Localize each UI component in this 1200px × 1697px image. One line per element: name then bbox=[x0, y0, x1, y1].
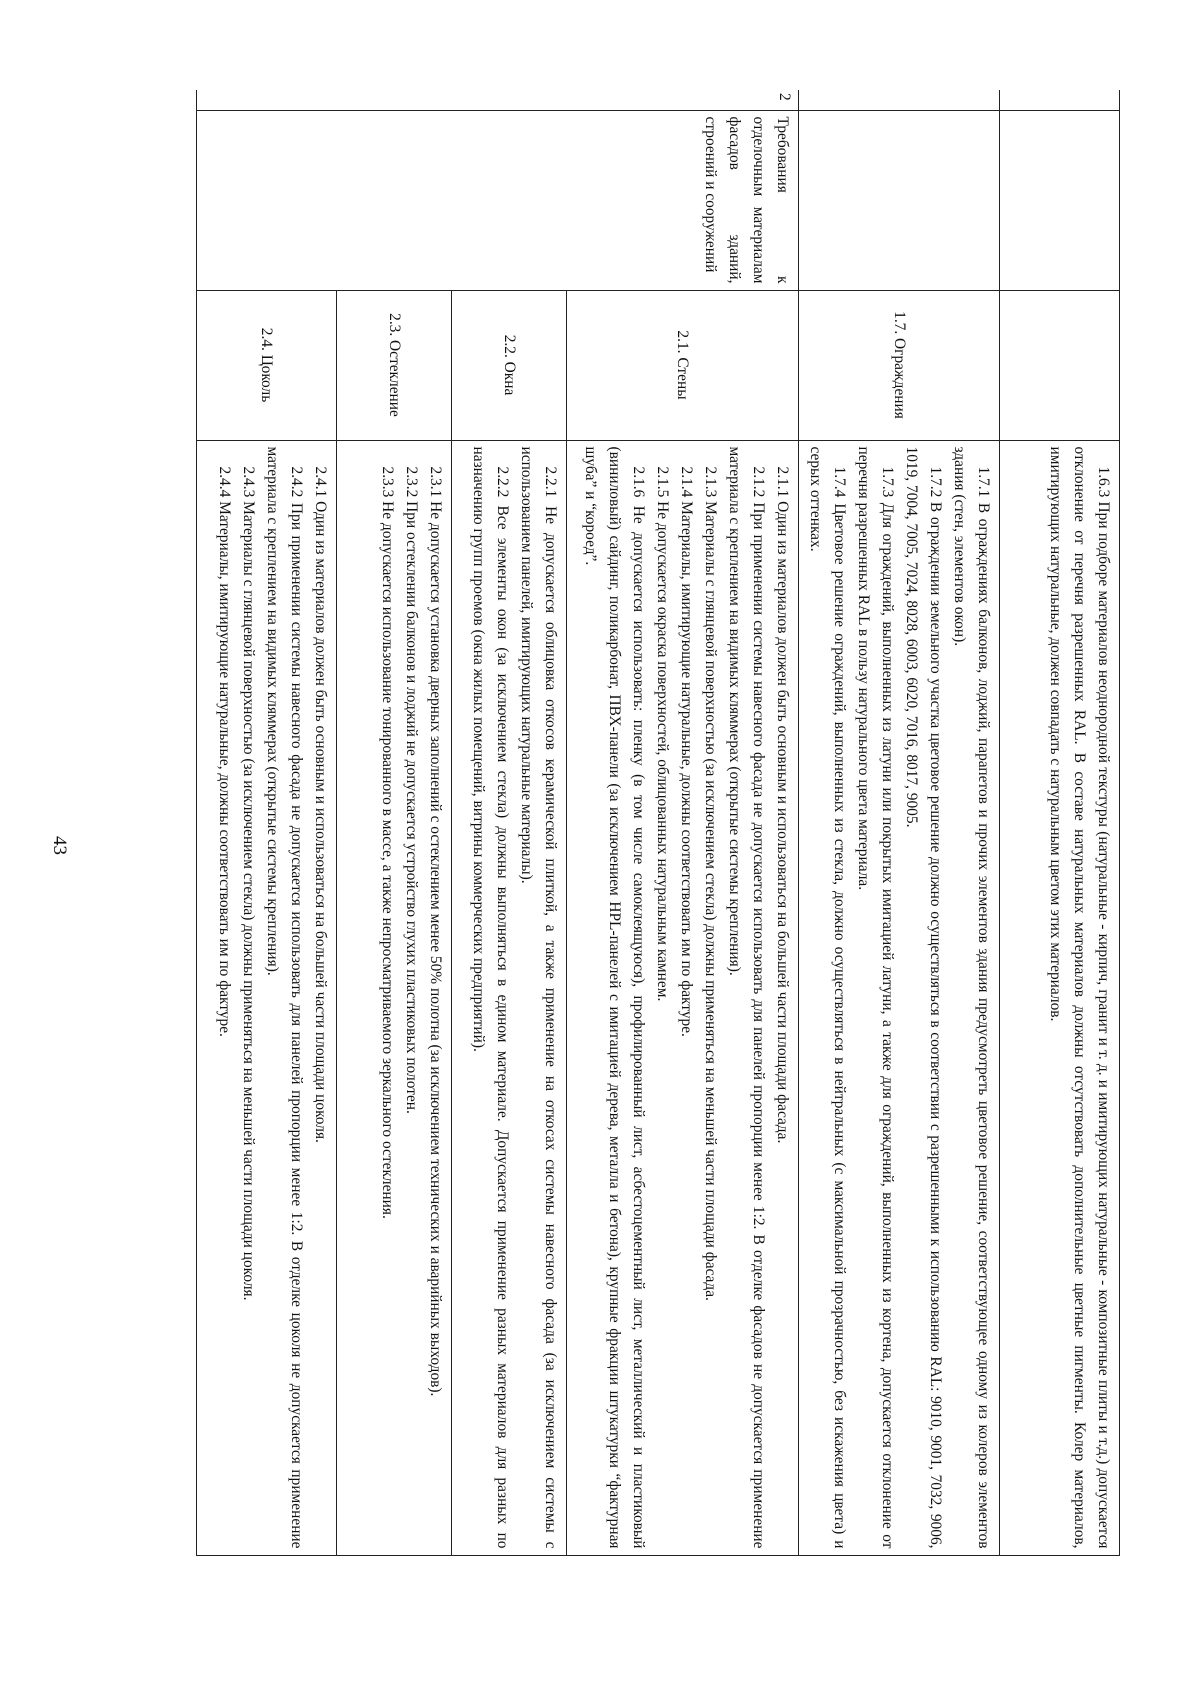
requirement-paragraph: 2.3.2 При остеклении балконов и лоджий не допускается устройство глухих пластиковых полотен. bbox=[403, 466, 420, 1114]
row-number-cell bbox=[1000, 90, 1120, 110]
table-row bbox=[799, 90, 1000, 1555]
requirement-paragraph: 2.1.2 При применении системы навесного фасада не допускается использовать для панелей пропорции менее 1:2. В отделке фасадов не допускается применение материала с креплением на видимых кляммерах (открытые системы крепления). bbox=[726, 446, 767, 1549]
table-row bbox=[1000, 90, 1120, 1555]
requirement-paragraph: 2.1.5 Не допускается окраска поверхностей, облицованных натуральным камнем. bbox=[654, 466, 671, 1002]
requirements-text-cell bbox=[567, 440, 799, 1555]
requirement-paragraph: 2.1.4 Материалы, имитирующие натуральные, должны соответствовать им по фактуре. bbox=[678, 466, 695, 1037]
table-row bbox=[452, 90, 567, 1555]
row-number-cell bbox=[337, 90, 452, 110]
requirement-paragraph: 2.1.3 Материалы с глянцевой поверхностью (за исключением стекла) должны применяться на меньшей части площади фасада. bbox=[702, 466, 719, 1301]
table-row bbox=[567, 90, 799, 1555]
requirement-paragraph: 2.3.3 Не допускается использование тонированного в массе, а также непросматриваемого зеркального остекления. bbox=[379, 466, 396, 1219]
requirement-paragraph: 2.4.1 Один из материалов должен быть основным и использоваться на большей части площади цоколя. bbox=[312, 466, 329, 1143]
requirements-table bbox=[196, 90, 1120, 1556]
requirement-paragraph: 2.4.2 При применении системы навесного фасада не допускается использовать для панелей пропорции менее 1:2. В отделке цоколя не допускается применение материала с креплением на видимых кляммерах (открытые системы крепления). bbox=[264, 446, 305, 1549]
requirement-paragraph: 1.7.1 В ограждениях балконов, лоджий, парапетов и прочих элементов здания предусмотреть цветовое решение, соответствующее одному из колеров элементов здания (стен, элементов окон). bbox=[951, 446, 992, 1549]
requirement-paragraph: 2.3.1 Не допускается установка дверных заполнений с остеклением менее 50% полотна (за исключением технических и аварийных выходов). bbox=[427, 466, 444, 1397]
subsection-cell bbox=[1000, 290, 1120, 440]
table-row bbox=[197, 90, 337, 1555]
section-cell bbox=[337, 110, 452, 290]
requirement-paragraph: 2.1.1 Один из материалов должен быть основным и использоваться на большей части площади фасада. bbox=[774, 466, 791, 1144]
subsection-cell: 2.4. Цоколь bbox=[197, 290, 337, 440]
rotated-page-content bbox=[160, 90, 1120, 1555]
requirement-paragraph: 2.2.1 Не допускается облицовка откосов керамической плиткой, а также применение на откосах системы навесного фасада (за исключением системы с использованием панелей, имитирующих натуральные материалы). bbox=[518, 446, 559, 1549]
section-cell bbox=[1000, 110, 1120, 290]
row-number-cell bbox=[799, 90, 1000, 110]
table-row bbox=[337, 90, 452, 1555]
requirement-paragraph: 1.6.3 При подборе материалов неоднородной текстуры (натуральные - кирпич, гранит и т. д. и имитирующих натуральные - композитные плиты и т.д.) допускается отклонение от перечня разрешенных RAL. В составе натуральных материалов должны отсутствовать дополнительные цветные пигменты. Колер материалов, имитирующих натуральные, должен совпадать с натуральным цветом этих материалов. bbox=[1047, 446, 1112, 1549]
requirement-paragraph: 2.2.2 Все элементы окон (за исключением стекла) должны выполняться в едином материале. Допускается применение разных материалов для разных по назначению групп проемов (окна жилых помещений, витрины коммерческих предприятий). bbox=[470, 446, 511, 1549]
requirements-table-body bbox=[197, 90, 1120, 1555]
requirement-paragraph: 1.7.4 Цветовое решение ограждений, выполненных из стекла, должно осуществляться в нейтральных (с максимальной прозрачностью, без искажения цвета) и серых оттенках. bbox=[807, 446, 848, 1549]
section-cell bbox=[197, 110, 337, 290]
row-number-cell: 2 bbox=[567, 90, 799, 110]
requirements-text-cell bbox=[337, 440, 452, 1555]
requirement-paragraph: 2.4.3 Материалы с глянцевой поверхностью (за исключением стекла) должны применяться на меньшей части площади цоколя. bbox=[240, 466, 257, 1301]
requirement-paragraph: 1.7.3 Для ограждений, выполненных из латуни или покрытых имитацией латуни, а также для ограждений, выполненных из кортена, допускается отклонение от перечня разрешенных RAL в пользу натурального цвета материала. bbox=[855, 446, 896, 1549]
requirement-paragraph: 2.4.4 Материалы, имитирующие натуральные, должны соответствовать им по фактуре. bbox=[216, 466, 233, 1037]
subsection-cell: 2.3. Остекление bbox=[337, 290, 452, 440]
section-cell: Требования к отделочным материалам фасадов зданий, строений и сооружений bbox=[567, 110, 799, 290]
row-number-cell bbox=[452, 90, 567, 110]
subsection-cell: 1.7. Ограждения bbox=[799, 290, 1000, 440]
requirements-text-cell bbox=[1000, 440, 1120, 1555]
subsection-cell: 2.1. Стены bbox=[567, 290, 799, 440]
requirement-paragraph: 2.1.6 Не допускается использовать: пленку (в том числе самоклеящуюся), профилированный лист, асбестоцементный лист, металлический и пластиковый (виниловый) сайдинг, поликарбонат, ПВХ-панели (за исключением HPL-панелей с имитацией дерева, металла и бетона), крупные фракции штукатурки “фактурная шуба” и “короед”. bbox=[582, 446, 647, 1549]
page-number: 43 bbox=[49, 836, 70, 855]
requirement-paragraph: 1.7.2 В ограждении земельного участка цветовое решение должно осуществляться в соответствии с разрешенными к использованию RAL: 9010, 9001, 7032, 9006, 1019, 7004, 7005, 7024, 8028, 6003, 6020, 7016, 8017, 9005. bbox=[903, 446, 944, 1549]
subsection-cell: 2.2. Окна bbox=[452, 290, 567, 440]
section-cell bbox=[799, 110, 1000, 290]
row-number-cell bbox=[197, 90, 337, 110]
requirements-text-cell bbox=[799, 440, 1000, 1555]
requirements-text-cell bbox=[452, 440, 567, 1555]
section-cell bbox=[452, 110, 567, 290]
requirements-text-cell bbox=[197, 440, 337, 1555]
